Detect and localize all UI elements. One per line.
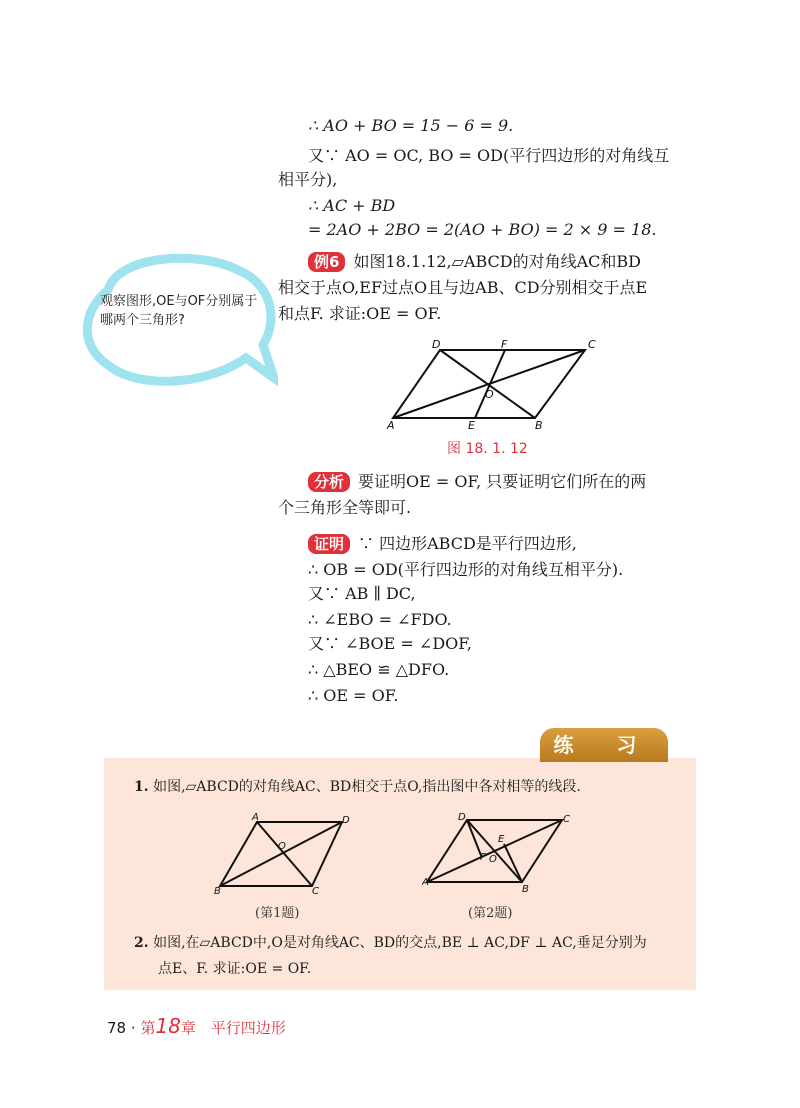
figure-18-1-12 xyxy=(385,338,600,430)
example6-text1: 如图18.1.12,▱ABCD的对角线AC和BD xyxy=(353,252,641,271)
q2-label-B: B xyxy=(522,884,529,895)
q2-label-O: O xyxy=(489,854,497,865)
example6-text3: 和点F. 求证:OE = OF. xyxy=(278,304,442,323)
proof-line5: 又∵ ∠BOE = ∠DOF, xyxy=(308,634,472,653)
analysis-text2: 个三角形全等即可. xyxy=(278,498,412,517)
proof-line2: ∴ OB = OD(平行四边形的对角线互相平分). xyxy=(308,560,624,579)
proof-top-line3: 相平分), xyxy=(278,170,338,189)
proof-top-line5: = 2AO + 2BO = 2(AO + BO) = 2 × 9 = 18. xyxy=(308,220,657,239)
q2-label-E: E xyxy=(498,834,505,845)
q2-label-A: A xyxy=(422,877,429,888)
figure-q1 xyxy=(212,812,352,897)
fig2-caption: (第2题) xyxy=(468,906,513,921)
sidebar-note: 观察图形,OE与OF分别属于哪两个三角形? xyxy=(100,294,258,328)
proof-tag: 证明 xyxy=(308,534,350,554)
analysis-line1 xyxy=(308,470,738,494)
q1-label-C: C xyxy=(312,886,319,897)
q2-label-C: C xyxy=(563,814,570,825)
q1-label-B: B xyxy=(214,886,221,897)
q2-label-D: D xyxy=(458,812,466,823)
q1-label-O: O xyxy=(278,841,286,852)
chapter-title: 平行四边形 xyxy=(210,1019,286,1037)
example6-line1 xyxy=(308,250,738,274)
proof-line7: ∴ OE = OF. xyxy=(308,686,399,705)
practice-header: 练 习 xyxy=(540,728,668,762)
label-C: C xyxy=(588,338,596,351)
label-D: D xyxy=(432,338,441,351)
figure-q2 xyxy=(422,810,577,895)
proof-top-line1: ∴ AO + BO = 15 − 6 = 9. xyxy=(308,116,514,135)
proof-line4: ∴ ∠EBO = ∠FDO. xyxy=(308,610,452,629)
label-A: A xyxy=(387,419,395,430)
proof-line1 xyxy=(308,532,738,556)
label-O: O xyxy=(485,388,494,401)
q1-label-D: D xyxy=(342,815,350,826)
proof-top-line4: ∴ AC + BD xyxy=(308,196,396,215)
q2-text1: 如图,在▱ABCD中,O是对角线AC、BD的交点,BE ⊥ AC,DF ⊥ AC,垂足分别为 xyxy=(153,935,647,951)
label-B: B xyxy=(535,419,543,430)
analysis-tag: 分析 xyxy=(308,472,350,492)
page-number: 78 xyxy=(107,1019,127,1037)
figure-caption: 图 18. 1. 12 xyxy=(447,441,528,457)
q1-text: 如图,▱ABCD的对角线AC、BD相交于点O,指出图中各对相等的线段. xyxy=(153,779,581,795)
practice-q2 xyxy=(134,930,647,956)
q2-number: 2. xyxy=(134,935,149,951)
label-F: F xyxy=(501,338,508,351)
footer-sep: · xyxy=(130,1019,136,1037)
chapter-number: 18 xyxy=(155,1014,181,1038)
example6-text2: 相交于点O,EF过点O且与边AB、CD分别相交于点E xyxy=(278,278,648,297)
chapter-suffix: 章 xyxy=(180,1019,196,1037)
proof-top-line2: 又∵ AO = OC, BO = OD(平行四边形的对角线互 xyxy=(308,146,670,165)
q1-number: 1. xyxy=(134,779,149,795)
proof-text1: ∵ 四边形ABCD是平行四边形, xyxy=(358,534,577,553)
q2-label-F: F xyxy=(480,852,486,863)
q2-text2: 点E、F. 求证:OE = OF. xyxy=(158,961,312,977)
analysis-text1: 要证明OE = OF, 只要证明它们所在的两 xyxy=(358,472,647,491)
fig1-caption: (第1题) xyxy=(255,906,300,921)
q1-label-A: A xyxy=(252,812,259,823)
example6-tag: 例6 xyxy=(308,252,345,272)
label-E: E xyxy=(468,419,475,430)
chapter-prefix: 第 xyxy=(140,1019,156,1037)
proof-line6: ∴ △BEO ≌ △DFO. xyxy=(308,660,450,679)
proof-line3: 又∵ AB ∥ DC, xyxy=(308,584,416,603)
page-footer xyxy=(107,1014,286,1038)
practice-q1 xyxy=(134,774,581,800)
